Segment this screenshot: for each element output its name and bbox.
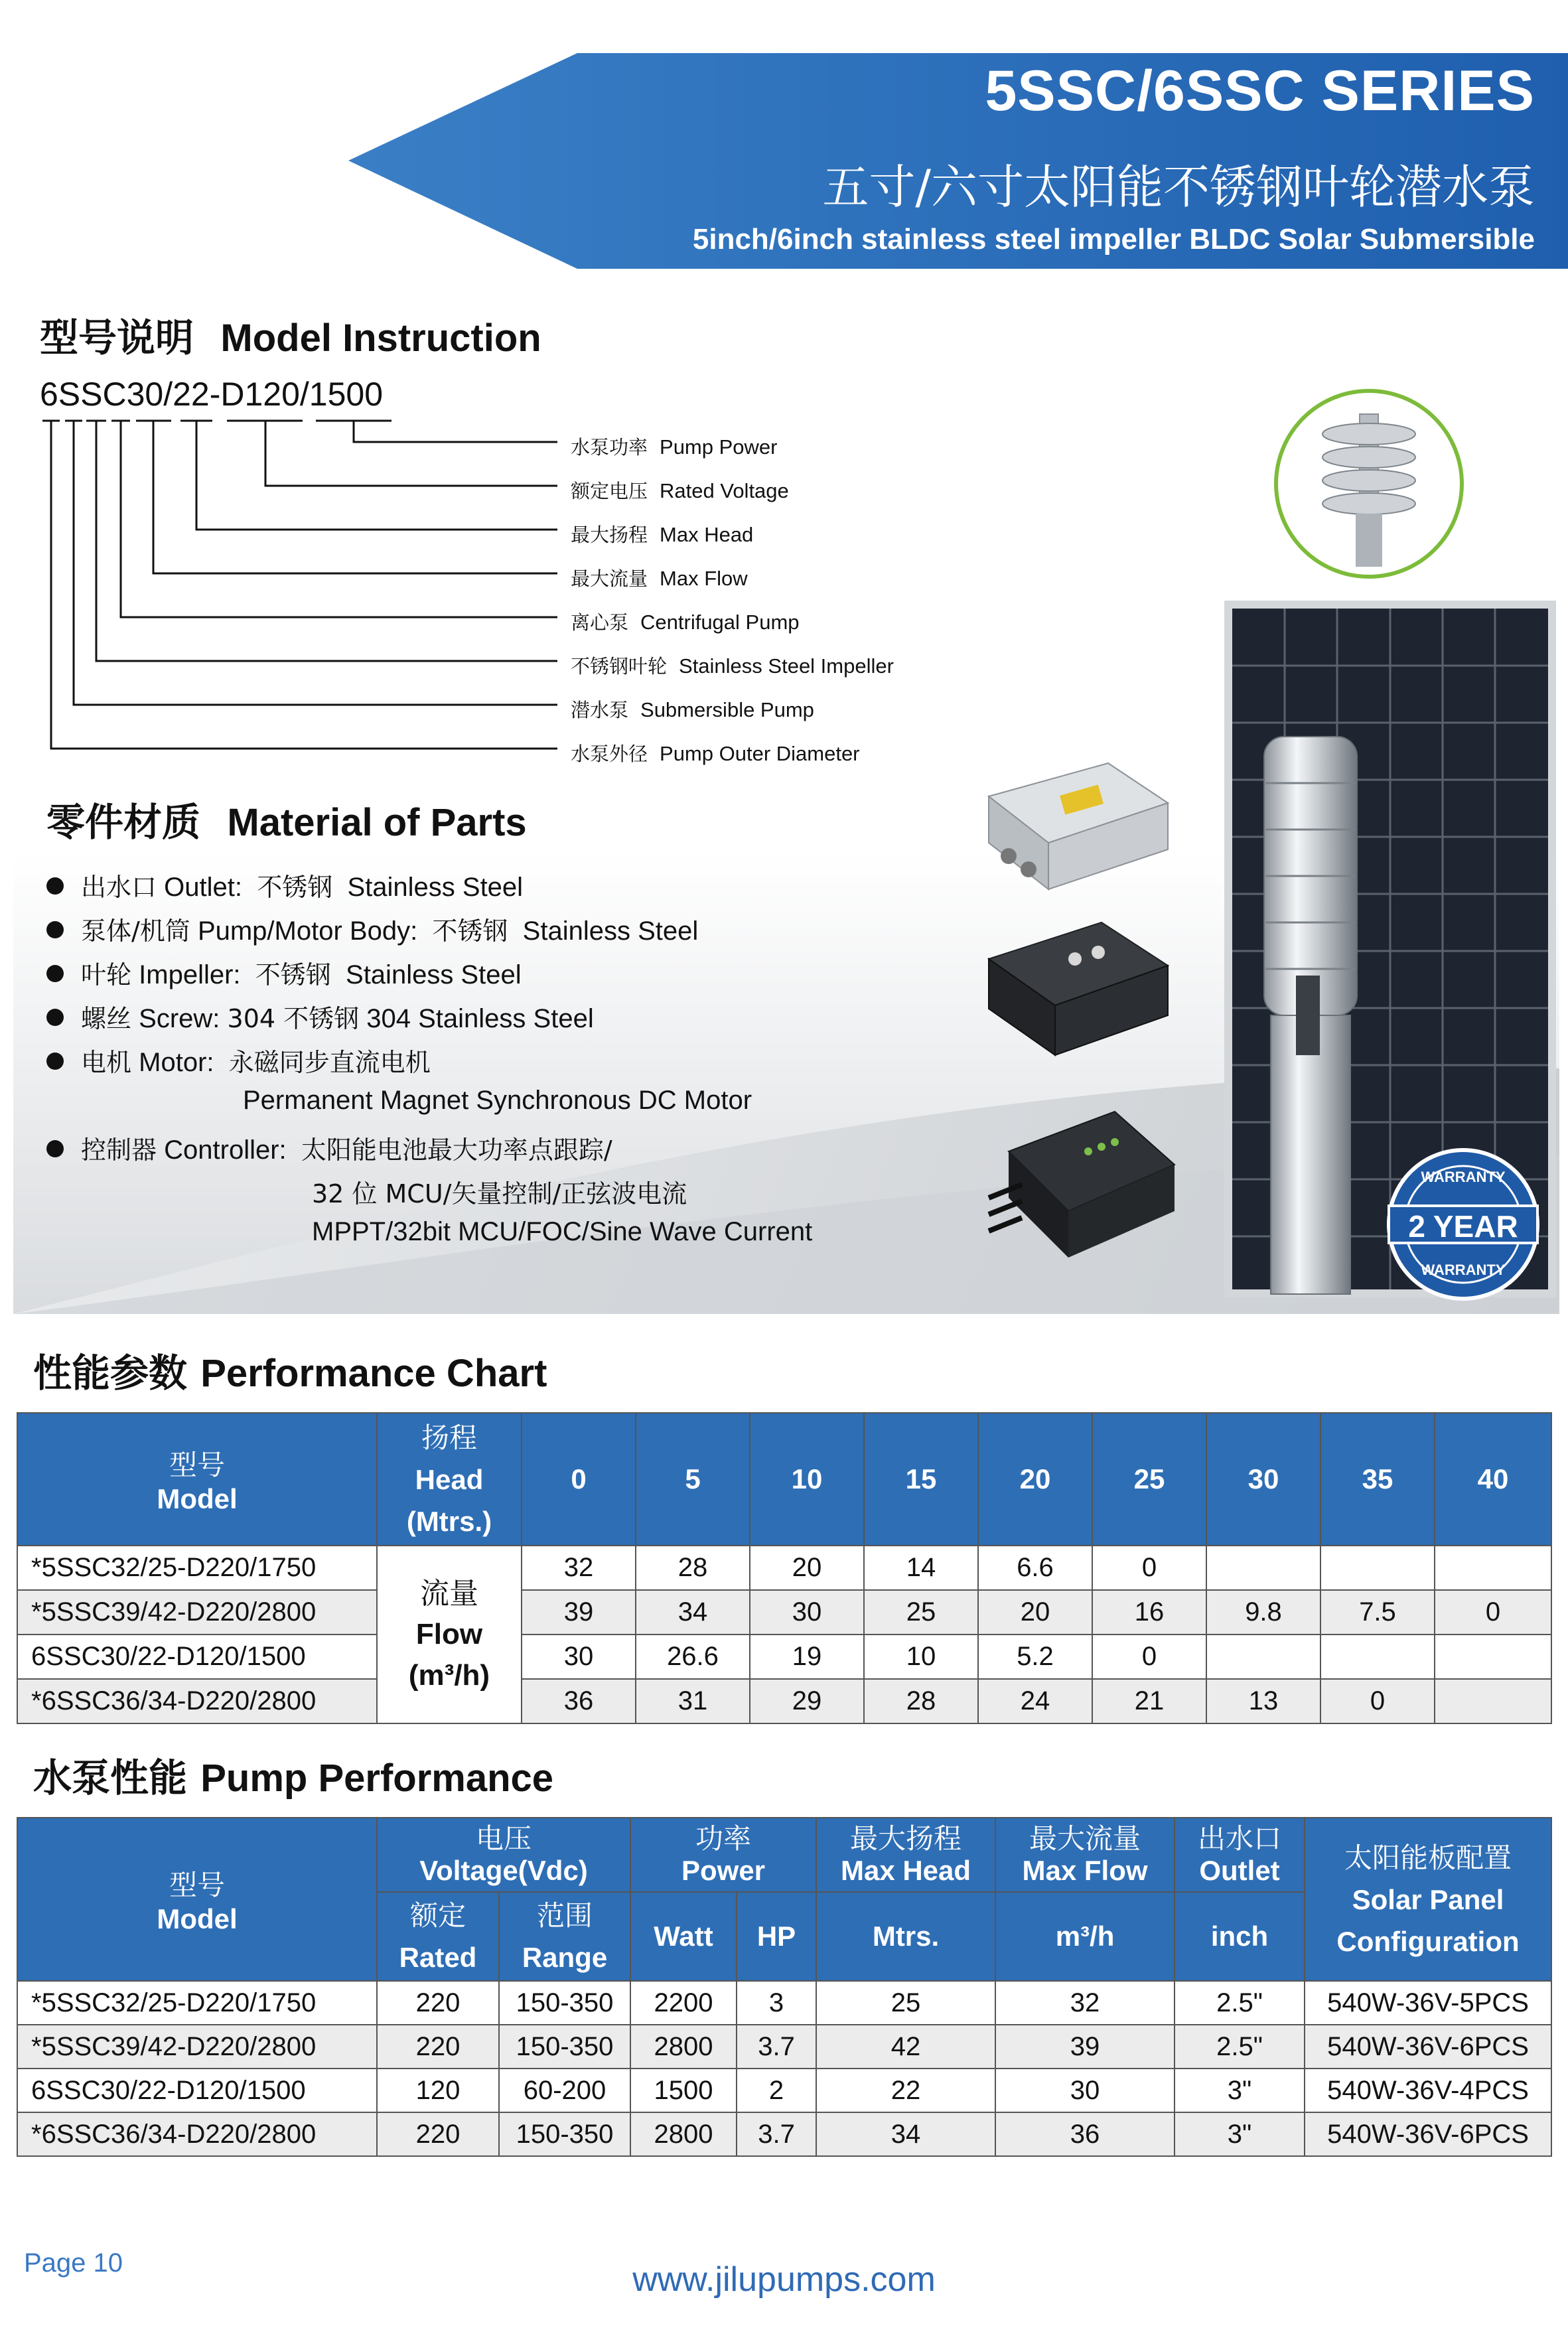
table-row <box>17 1679 1551 1723</box>
flow-cell: 30 <box>995 2069 1175 2112</box>
rated-header: 额定 Rated <box>377 1892 499 1981</box>
flow-cell <box>1206 1546 1320 1590</box>
desc-centrifugal-pump: 离心泵 Centrifugal Pump <box>571 611 800 634</box>
performance-header-row <box>17 1413 1551 1546</box>
panel-cell: 540W-36V-4PCS <box>1305 2069 1551 2112</box>
head-value-5: 5 <box>636 1413 750 1546</box>
model-cell: 6SSC30/22-D120/1500 <box>17 1635 377 1679</box>
model-instruction-heading <box>40 307 541 362</box>
head-cell: 22 <box>816 2069 995 2112</box>
flow-cell <box>1435 1679 1551 1723</box>
table-row <box>17 1981 1551 2025</box>
table-row <box>17 2112 1551 2156</box>
rated-cell: 120 <box>377 2069 499 2112</box>
flow-cell: 34 <box>636 1590 750 1635</box>
website-link[interactable]: www.jilupumps.com <box>632 2260 936 2299</box>
desc-stainless-impeller: 不锈钢叶轮 Stainless Steel Impeller <box>571 654 894 678</box>
desc-pump-power: 水泵功率 Pump Power <box>571 435 778 459</box>
warranty-top-text: WARRANTY <box>1421 1169 1506 1185</box>
material-impeller: 叶轮 Impeller: 不锈钢 Stainless Steel <box>46 954 522 991</box>
series-title: 5SSC/6SSC SERIES <box>985 59 1535 123</box>
flow-cell <box>1206 1635 1320 1679</box>
desc-submersible-pump: 潜水泵 Submersible Pump <box>571 698 814 721</box>
flow-unit-header: m³/h <box>995 1892 1175 1981</box>
material-controller-en: MPPT/32bit MCU/FOC/Sine Wave Current <box>312 1217 813 1246</box>
table-row <box>17 1590 1551 1635</box>
heading-cn: 零件材质 <box>46 800 201 845</box>
model-header: 型号 Model <box>17 1413 377 1546</box>
table-row <box>17 2025 1551 2069</box>
flow-label-cell: 流量 Flow (m³/h) <box>377 1546 522 1723</box>
outlet-header: 出水口 Outlet <box>1175 1818 1305 1892</box>
table-row <box>17 1546 1551 1590</box>
head-value-30: 30 <box>1206 1413 1320 1546</box>
outlet-cell: 3" <box>1175 2069 1305 2112</box>
material-outlet: 出水口 Outlet: 不锈钢 Stainless Steel <box>46 867 523 903</box>
flow-cell: 32 <box>995 1981 1175 2025</box>
head-value-40: 40 <box>1435 1413 1551 1546</box>
hp-cell: 3.7 <box>737 2112 816 2156</box>
panel-cell: 540W-36V-6PCS <box>1305 2112 1551 2156</box>
solar-panel-header: 太阳能板配置 Solar Panel Configuration <box>1305 1818 1551 1981</box>
material-controller-cn2: 32 位 MCU/矢量控制/正弦波电流 <box>312 1179 687 1208</box>
head-cell: 42 <box>816 2025 995 2069</box>
flow-cell: 24 <box>978 1679 1092 1723</box>
controller-mppt-image <box>982 1098 1181 1271</box>
material-body: 泵体/机筒 Pump/Motor Body: 不锈钢 Stainless Steel <box>46 910 698 947</box>
max-head-header: 最大扬程 Max Head <box>816 1818 995 1892</box>
flow-cell: 9.8 <box>1206 1590 1320 1635</box>
flow-cell: 31 <box>636 1679 750 1723</box>
flow-cell: 28 <box>864 1679 978 1723</box>
head-cell: 25 <box>816 1981 995 2025</box>
outlet-cell: 3" <box>1175 2112 1305 2156</box>
model-cell: *5SSC39/42-D220/2800 <box>17 1590 377 1635</box>
material-motor: 电机 Motor: 永磁同步直流电机 <box>46 1042 431 1078</box>
bullet-icon <box>46 877 64 895</box>
flow-cell: 0 <box>1092 1635 1206 1679</box>
impeller-closeup-image <box>1273 388 1465 580</box>
flow-cell: 25 <box>864 1590 978 1635</box>
panel-cell: 540W-36V-6PCS <box>1305 2025 1551 2069</box>
watt-cell: 1500 <box>630 2069 737 2112</box>
material-heading <box>46 791 527 847</box>
performance-chart-table <box>17 1412 1552 1724</box>
desc-outer-diameter: 水泵外径 Pump Outer Diameter <box>571 742 860 765</box>
table-row <box>17 1635 1551 1679</box>
flow-cell: 30 <box>522 1635 636 1679</box>
flow-cell: 39 <box>995 2025 1175 2069</box>
flow-cell: 36 <box>995 2112 1175 2156</box>
controller-silver-image <box>975 757 1175 896</box>
desc-rated-voltage: 额定电压 Rated Voltage <box>571 479 789 502</box>
watt-cell: 2800 <box>630 2025 737 2069</box>
watt-cell: 2200 <box>630 1981 737 2025</box>
range-cell: 150-350 <box>499 2025 630 2069</box>
flow-cell <box>1320 1546 1435 1590</box>
model-cell: *5SSC32/25-D220/1750 <box>17 1981 377 2025</box>
desc-max-flow: 最大流量 Max Flow <box>571 567 748 590</box>
hp-cell: 2 <box>737 2069 816 2112</box>
flow-cell: 0 <box>1092 1546 1206 1590</box>
pump-header-row-1 <box>17 1818 1551 1892</box>
controller-black-image <box>975 912 1175 1065</box>
heading-cn: 型号说明 <box>40 315 194 360</box>
head-value-15: 15 <box>864 1413 978 1546</box>
range-cell: 150-350 <box>499 1981 630 2025</box>
flow-cell <box>1435 1546 1551 1590</box>
flow-cell: 16 <box>1092 1590 1206 1635</box>
bullet-icon <box>46 921 64 938</box>
panel-cell: 540W-36V-5PCS <box>1305 1981 1551 2025</box>
bullet-icon <box>46 965 64 982</box>
flow-cell: 32 <box>522 1546 636 1590</box>
flow-cell: 20 <box>750 1546 864 1590</box>
page-number: Page 10 <box>24 2248 123 2278</box>
warranty-main-text: 2 YEAR <box>1408 1209 1518 1244</box>
flow-cell: 0 <box>1320 1679 1435 1723</box>
flow-cell: 26.6 <box>636 1635 750 1679</box>
hp-cell: 3.7 <box>737 2025 816 2069</box>
warranty-bottom-text: WARRANTY <box>1421 1262 1506 1278</box>
pump-performance-table <box>17 1817 1552 2157</box>
head-unit-header: Mtrs. <box>816 1892 995 1981</box>
heading-en: Pump Performance <box>200 1757 554 1800</box>
cn-series-subtitle: 五寸/六寸太阳能不锈钢叶轮潜水泵 <box>822 160 1535 214</box>
heading-en: Material of Parts <box>227 801 527 844</box>
flow-cell: 36 <box>522 1679 636 1723</box>
heading-cn: 水泵性能 <box>33 1755 188 1800</box>
bullet-icon <box>46 1053 64 1070</box>
head-value-25: 25 <box>1092 1413 1206 1546</box>
voltage-header: 电压 Voltage(Vdc) <box>377 1818 630 1892</box>
warranty-badge <box>1384 1145 1543 1304</box>
outlet-cell: 2.5" <box>1175 1981 1305 2025</box>
model-code-leader-lines <box>0 411 584 770</box>
head-value-0: 0 <box>522 1413 636 1546</box>
flow-cell: 39 <box>522 1590 636 1635</box>
flow-cell: 30 <box>750 1590 864 1635</box>
head-header: 扬程 Head (Mtrs.) <box>377 1413 522 1546</box>
flow-cell: 0 <box>1435 1590 1551 1635</box>
model-cell: *5SSC39/42-D220/2800 <box>17 2025 377 2069</box>
desc-max-head: 最大扬程 Max Head <box>571 523 754 546</box>
flow-cell: 21 <box>1092 1679 1206 1723</box>
rated-cell: 220 <box>377 2112 499 2156</box>
material-screw: 螺丝 Screw: 304 不锈钢 304 Stainless Steel <box>46 998 594 1035</box>
material-controller: 控制器 Controller: 太阳能电池最大功率点跟踪/ <box>46 1129 612 1166</box>
bullet-icon <box>46 1009 64 1026</box>
head-value-35: 35 <box>1320 1413 1435 1546</box>
flow-cell: 28 <box>636 1546 750 1590</box>
flow-cell: 10 <box>864 1635 978 1679</box>
material-motor-en: Permanent Magnet Synchronous DC Motor <box>243 1086 752 1115</box>
model-cell: 6SSC30/22-D120/1500 <box>17 2069 377 2112</box>
flow-cell: 14 <box>864 1546 978 1590</box>
max-flow-header: 最大流量 Max Flow <box>995 1818 1175 1892</box>
flow-cell: 7.5 <box>1320 1590 1435 1635</box>
hp-header: HP <box>737 1892 816 1981</box>
table-row <box>17 2069 1551 2112</box>
flow-cell <box>1435 1635 1551 1679</box>
model-cell: *5SSC32/25-D220/1750 <box>17 1546 377 1590</box>
heading-cn: 性能参数 <box>33 1350 188 1396</box>
rated-cell: 220 <box>377 2025 499 2069</box>
flow-cell: 19 <box>750 1635 864 1679</box>
rated-cell: 220 <box>377 1981 499 2025</box>
outlet-unit-header: inch <box>1175 1892 1305 1981</box>
range-cell: 150-350 <box>499 2112 630 2156</box>
hp-cell: 3 <box>737 1981 816 2025</box>
watt-cell: 2800 <box>630 2112 737 2156</box>
flow-cell: 6.6 <box>978 1546 1092 1590</box>
head-value-10: 10 <box>750 1413 864 1546</box>
range-header: 范围 Range <box>499 1892 630 1981</box>
flow-cell: 13 <box>1206 1679 1320 1723</box>
bullet-icon <box>46 1140 64 1157</box>
flow-cell: 20 <box>978 1590 1092 1635</box>
pump-performance-heading <box>33 1747 553 1802</box>
head-cell: 34 <box>816 2112 995 2156</box>
power-header: 功率 Power <box>630 1818 816 1892</box>
model-header: 型号 Model <box>17 1818 377 1981</box>
en-series-subtitle: 5inch/6inch stainless steel impeller BLDC Solar Submersible <box>692 223 1535 255</box>
range-cell: 60-200 <box>499 2069 630 2112</box>
head-value-20: 20 <box>978 1413 1092 1546</box>
flow-cell: 5.2 <box>978 1635 1092 1679</box>
flow-cell: 29 <box>750 1679 864 1723</box>
heading-en: Performance Chart <box>200 1352 547 1395</box>
watt-header: Watt <box>630 1892 737 1981</box>
heading-en: Model Instruction <box>220 317 541 360</box>
model-cell: *6SSC36/34-D220/2800 <box>17 1679 377 1723</box>
flow-cell <box>1320 1635 1435 1679</box>
submersible-pump-image <box>1251 723 1370 1307</box>
performance-chart-heading <box>33 1342 547 1398</box>
model-code-example: 6SSC30/22-D120/1500 <box>40 376 384 413</box>
outlet-cell: 2.5" <box>1175 2025 1305 2069</box>
model-cell: *6SSC36/34-D220/2800 <box>17 2112 377 2156</box>
